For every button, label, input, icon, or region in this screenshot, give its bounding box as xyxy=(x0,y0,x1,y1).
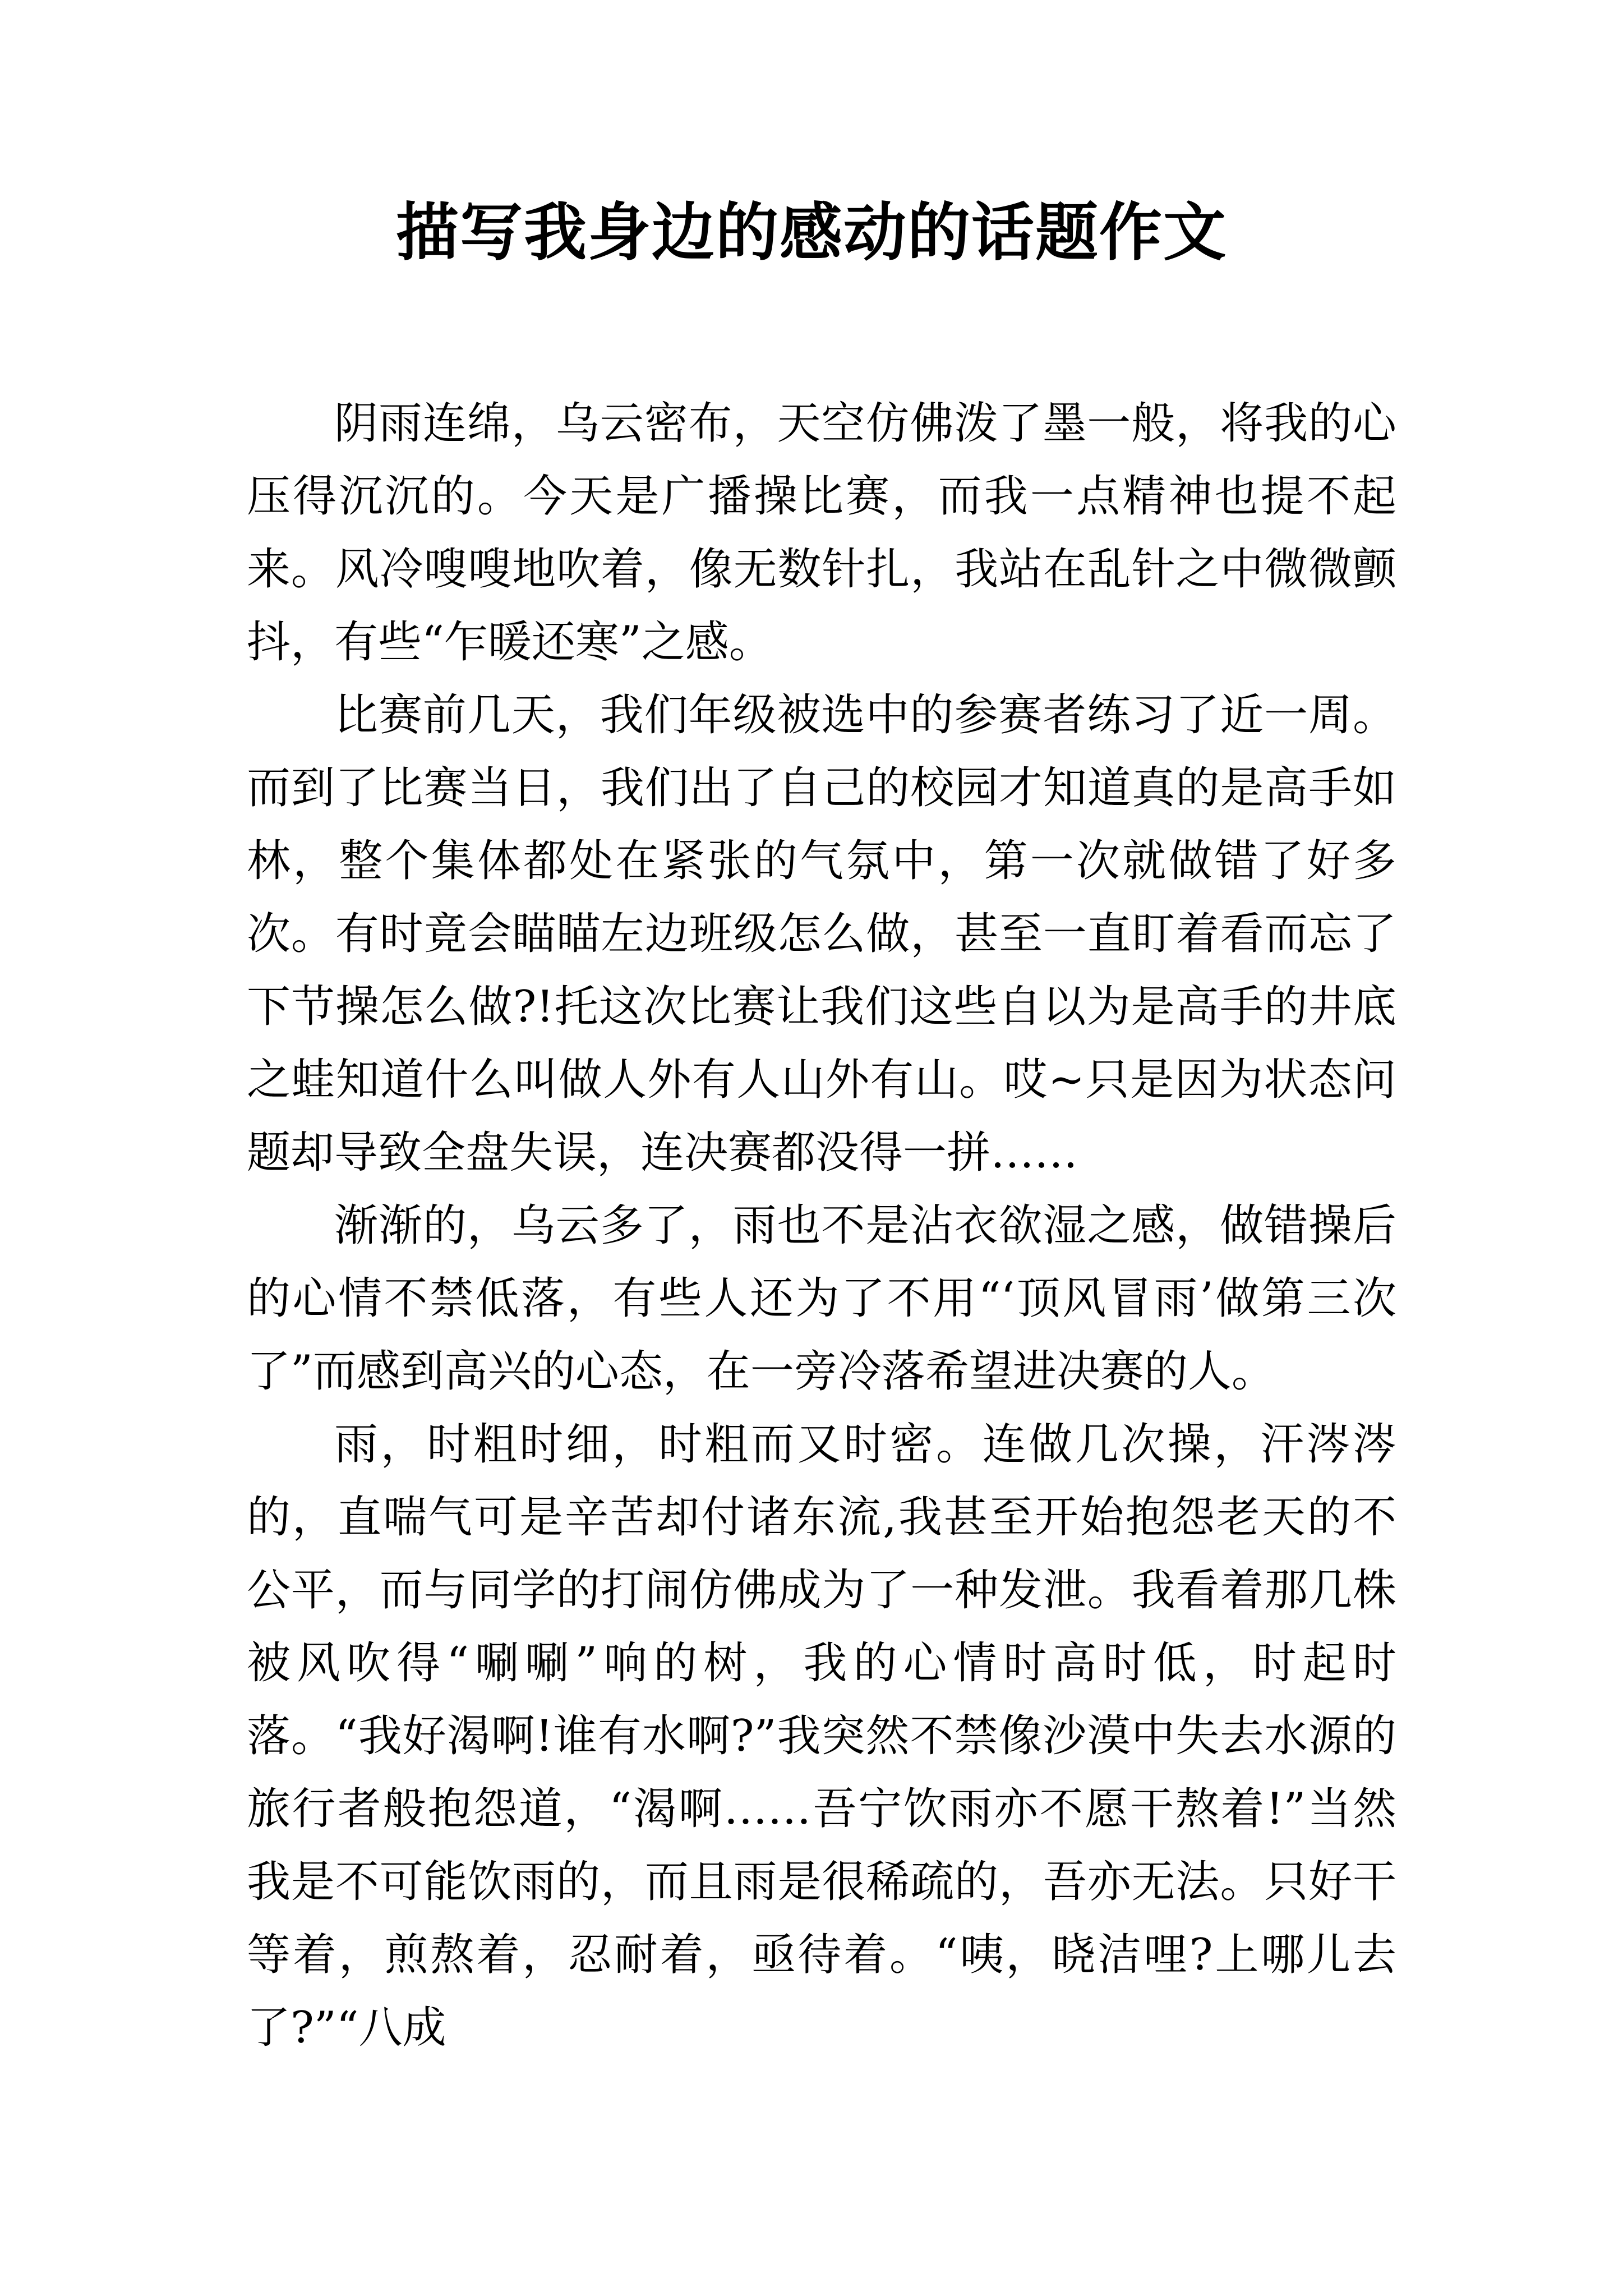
paragraph-1: 阴雨连绵，乌云密布，天空仿佛泼了墨一般，将我的心压得沉沉的。今天是广播操比赛，而我一点精神也提不起来。风冷嗖嗖地吹着，像无数针扎，我站在乱针之中微微颤抖，有些“乍暖还寒”之感。 xyxy=(247,398,1396,668)
document-body xyxy=(247,387,1396,2064)
paragraph-2: 比赛前几天，我们年级被选中的参赛者练习了近一周。而到了比赛当日，我们出了自己的校园才知道真的是高手如林，整个集体都处在紧张的气氛中，第一次就做错了好多次。有时竟会瞄瞄左边班级怎么做，甚至一直盯着看而忘了下节操怎么做?!托这次比赛让我们这些自以为是高手的井底之蛙知道什么叫做人外有人山外有山。哎~只是因为状态问题却导致全盘失误，连决赛都没得一拼…… xyxy=(247,690,1396,1178)
paragraph-3: 渐渐的，乌云多了，雨也不是沾衣欲湿之感，做错操后的心情不禁低落，有些人还为了不用“‘顶风冒雨’做第三次了”而感到高兴的心态，在一旁冷落希望进决赛的人。 xyxy=(247,1200,1396,1397)
document-title: 描写我身边的感动的话题作文 xyxy=(396,196,1227,269)
paragraph-4: 雨，时粗时细，时粗而又时密。连做几次操，汗涔涔的，直喘气可是辛苦却付诸东流,我甚至开始抱怨老天的不公平，而与同学的打闹仿佛成为了一种发泄。我看着那几株被风吹得“唰唰”响的树，我的心情时高时低，时起时落。“我好渴啊!谁有水啊?”我突然不禁像沙漠中失去水源的旅行者般抱怨道，“渴啊……吾宁饮雨亦不愿干熬着!”当然我是不可能饮雨的，而且雨是很稀疏的，吾亦无法。只好干等着，煎熬着，忍耐着，亟待着。“咦，晓洁哩?上哪儿去了?”“八成 xyxy=(247,1419,1396,2053)
